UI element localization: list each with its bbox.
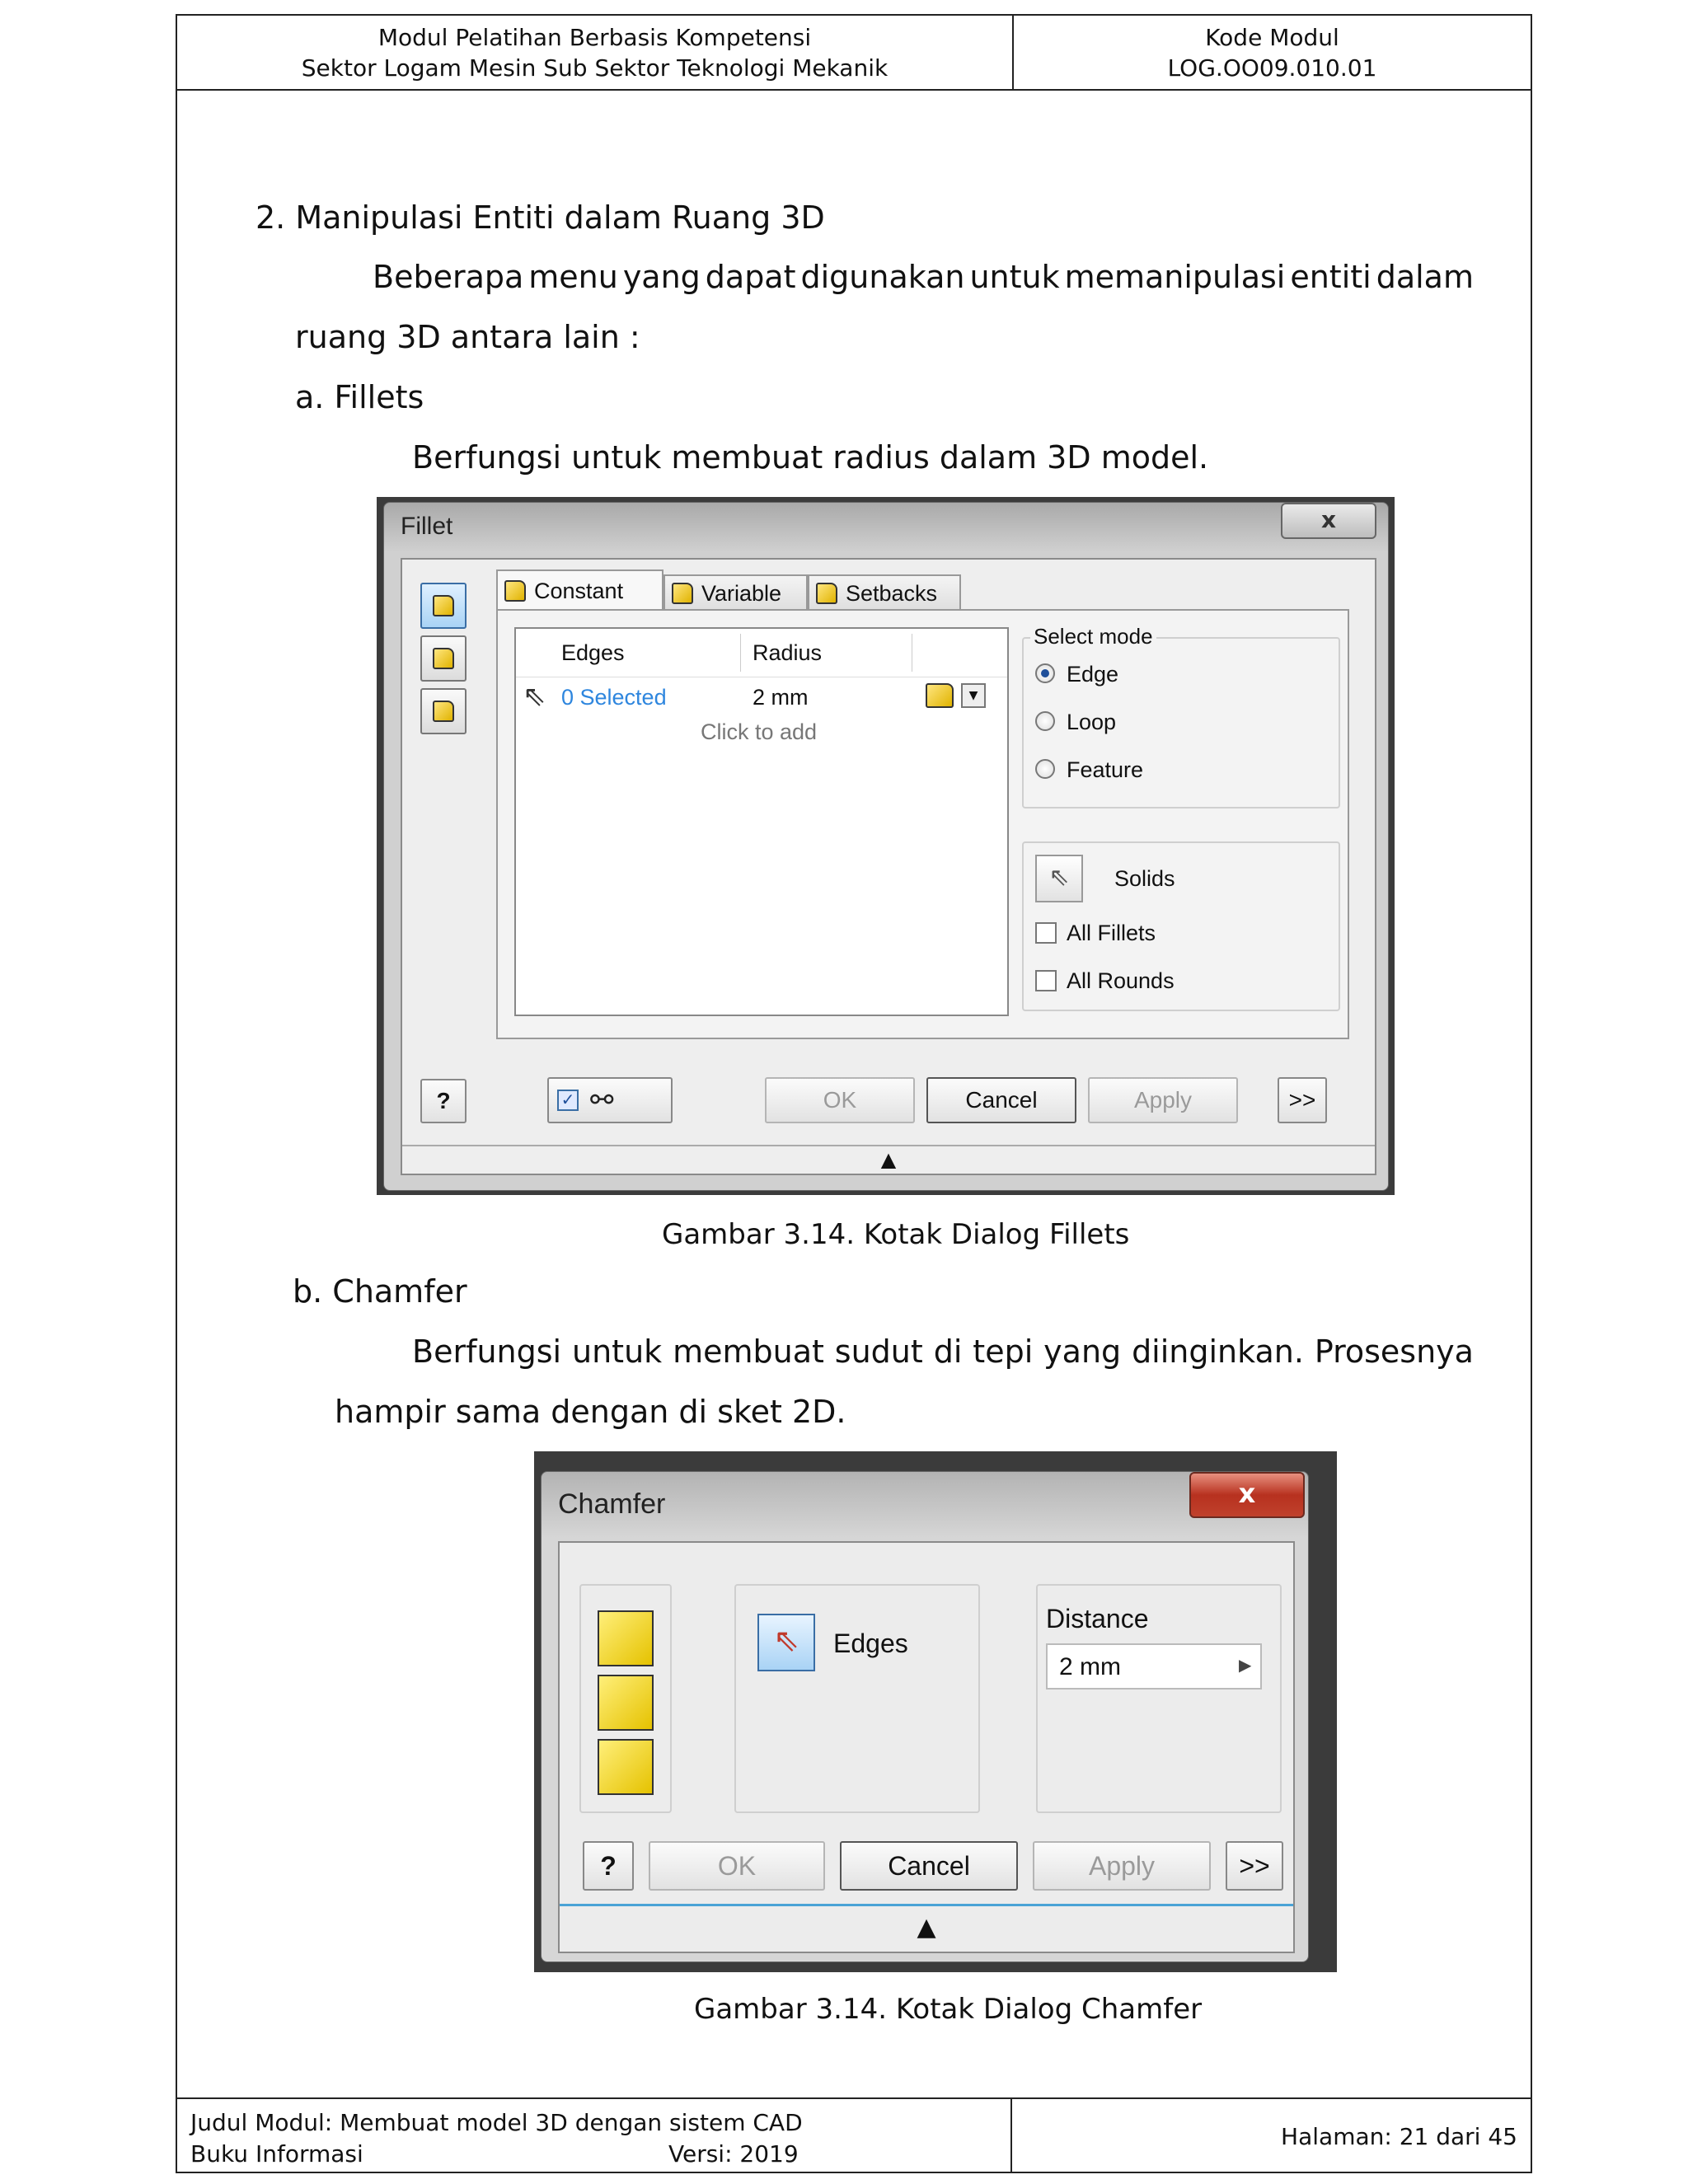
constant-tab-icon [504,580,526,602]
paragraph-word: yang [622,259,701,295]
paragraph-word: diinginkan. [1132,1333,1304,1370]
intro-paragraph-line1 [373,259,1474,295]
paragraph-word: untuk [969,259,1060,295]
select-mode-group [1022,624,1340,808]
edge-mode-radio[interactable] [1035,663,1055,683]
item-a-description: Berfungsi untuk membuat radius dalam 3D model. [412,439,1209,476]
tab-constant[interactable] [496,569,663,611]
radius-column-header: Radius [753,640,823,665]
paragraph-word: memanipulasi [1064,259,1286,295]
preview-checkbox[interactable]: ✓ [557,1090,579,1111]
radius-value[interactable]: 2 mm [753,685,809,710]
all-fillets-label: All Fillets [1067,921,1156,945]
header-module-info [177,16,1014,89]
solids-label: Solids [1114,866,1175,891]
paragraph-word: di [933,1333,963,1370]
edges-group [734,1584,980,1813]
two-distances-chamfer-icon[interactable] [598,1739,654,1795]
tab-setbacks[interactable] [808,574,961,611]
preview-toggle[interactable] [547,1077,673,1123]
paragraph-word: Prosesnya [1314,1333,1474,1370]
chamfer-collapse-bar[interactable] [560,1904,1293,1949]
chamfer-apply-button[interactable]: Apply [1033,1841,1211,1891]
radius-dropdown-icon[interactable]: ▼ [961,683,986,708]
chamfer-close-button[interactable]: x [1189,1472,1305,1518]
fillet-dialog-title: Fillet [401,513,453,540]
grid-header [516,629,1007,677]
footer-page-info [1012,2099,1532,2173]
feature-mode-label: Feature [1067,757,1144,782]
page-footer [176,2097,1532,2173]
header-sector: Sektor Logam Mesin Sub Sektor Teknologi Mekanik [301,54,889,82]
chamfer-dialog-title: Chamfer [558,1488,666,1520]
tab-variable[interactable] [663,574,808,611]
fillet-apply-button[interactable]: Apply [1088,1077,1238,1123]
constant-fillet-type-button[interactable] [420,583,467,629]
paragraph-word: tepi [973,1333,1034,1370]
full-round-fillet-type-button[interactable] [420,688,467,734]
face-fillet-icon [433,648,454,669]
chamfer-type-group [579,1584,672,1813]
chamfer-dialog [541,1471,1309,1962]
column-divider [740,634,741,672]
header-code-label: Kode Modul [1205,23,1339,51]
intro-paragraph-line2: ruang 3D antara lain : [295,319,640,355]
fillet-help-button[interactable] [420,1079,467,1123]
tab-constant-label: Constant [534,578,624,603]
item-b-paragraph-line1 [412,1333,1474,1370]
edges-column-header: Edges [561,640,625,665]
paragraph-word: Beberapa [373,259,524,295]
edges-select-button[interactable] [757,1614,815,1671]
fillet-cancel-button[interactable]: Cancel [926,1077,1076,1123]
edges-radius-grid[interactable] [514,627,1009,1016]
solids-group [1022,841,1340,1011]
paragraph-word: digunakan [800,259,965,295]
paragraph-word: untuk [572,1333,663,1370]
collapse-arrow-icon: ▲ [880,1148,897,1171]
select-arrow-icon: ⇖ [773,1624,799,1658]
paragraph-word: membuat [673,1333,824,1370]
variable-tab-icon [672,583,693,604]
header-module-title: Modul Pelatihan Berbasis Kompetensi [377,23,812,51]
fillet-collapse-bar[interactable] [402,1145,1375,1173]
setbacks-tab-icon [816,583,837,604]
feature-mode-radio[interactable] [1035,759,1055,779]
footer-module-info [176,2099,1012,2173]
footer-book-type: Buku Informasi [190,2140,363,2168]
item-a-heading: a. Fillets [295,379,424,415]
all-rounds-label: All Rounds [1067,968,1175,993]
collapse-arrow-icon: ▲ [917,1913,936,1942]
paragraph-word: dalam [1376,259,1474,295]
select-mode-label: Select mode [1030,624,1156,649]
fillet-ok-button[interactable]: OK [765,1077,915,1123]
fillet-dialog [383,502,1389,1191]
select-arrow-icon: ⇖ [1048,864,1070,891]
paragraph-word: sudut [834,1333,923,1370]
all-rounds-checkbox[interactable] [1035,970,1057,991]
item-b-paragraph-line2: hampir sama dengan di sket 2D. [335,1394,846,1430]
selection-edge-icon [926,683,954,708]
distance-chamfer-icon[interactable] [598,1610,654,1666]
chamfer-dialog-screenshot [534,1451,1337,1972]
cursor-arrow-icon: ⇖ [523,680,546,713]
full-round-fillet-icon [433,701,454,722]
distance-dropdown-arrow-icon[interactable]: ▶ [1239,1657,1252,1675]
fillet-edge-icon [433,595,454,616]
footer-version: Versi: 2019 [668,2140,799,2168]
constant-tab-page [496,609,1349,1039]
distance-group [1036,1584,1282,1813]
header-module-code [1014,16,1531,89]
glasses-icon: ⚯ [590,1085,614,1116]
paragraph-word: menu [528,259,618,295]
fillet-close-button[interactable]: x [1281,503,1376,539]
click-to-add-row[interactable]: Click to add [701,719,818,744]
edges-selected-link[interactable]: 0 Selected [561,685,667,710]
paragraph-word: Berfungsi [412,1333,562,1370]
loop-mode-label: Loop [1067,710,1117,734]
face-fillet-type-button[interactable] [420,635,467,682]
edge-mode-label: Edge [1067,662,1119,687]
tab-variable-label: Variable [701,580,782,606]
item-b-heading: b. Chamfer [293,1273,467,1310]
figure-caption-chamfer: Gambar 3.14. Kotak Dialog Chamfer [694,1993,1203,2026]
chamfer-more-button[interactable]: >> [1226,1841,1283,1891]
fillet-more-button[interactable]: >> [1278,1077,1327,1123]
help-icon: ? [600,1850,617,1881]
help-icon: ? [436,1088,451,1113]
footer-module-title: Judul Modul: Membuat model 3D dengan sistem CAD [190,2109,803,2136]
paragraph-word: dapat [705,259,796,295]
paragraph-word: yang [1043,1333,1122,1370]
chamfer-ok-button[interactable]: OK [649,1841,825,1891]
fillet-dialog-screenshot [377,497,1395,1195]
figure-caption-fillets: Gambar 3.14. Kotak Dialog Fillets [662,1218,1130,1251]
chamfer-help-button[interactable] [583,1841,634,1891]
header-code-value: LOG.OO09.010.01 [1167,54,1377,82]
distance-input[interactable] [1046,1643,1262,1690]
paragraph-word: entiti [1290,259,1372,295]
chamfer-cancel-button[interactable]: Cancel [840,1841,1018,1891]
loop-mode-radio[interactable] [1035,711,1055,731]
edges-label: Edges [833,1629,908,1658]
section-heading: 2. Manipulasi Entiti dalam Ruang 3D [256,199,825,236]
all-fillets-checkbox[interactable] [1035,922,1057,944]
solids-select-button[interactable] [1035,855,1083,902]
distance-label: Distance [1046,1604,1149,1633]
distance-angle-chamfer-icon[interactable] [598,1675,654,1731]
chamfer-body [558,1541,1295,1953]
page-header [176,14,1532,91]
footer-page-number: Halaman: 21 dari 45 [1281,2122,1517,2150]
fillet-body [401,558,1376,1175]
tab-setbacks-label: Setbacks [846,580,938,606]
distance-value: 2 mm [1059,1653,1121,1680]
